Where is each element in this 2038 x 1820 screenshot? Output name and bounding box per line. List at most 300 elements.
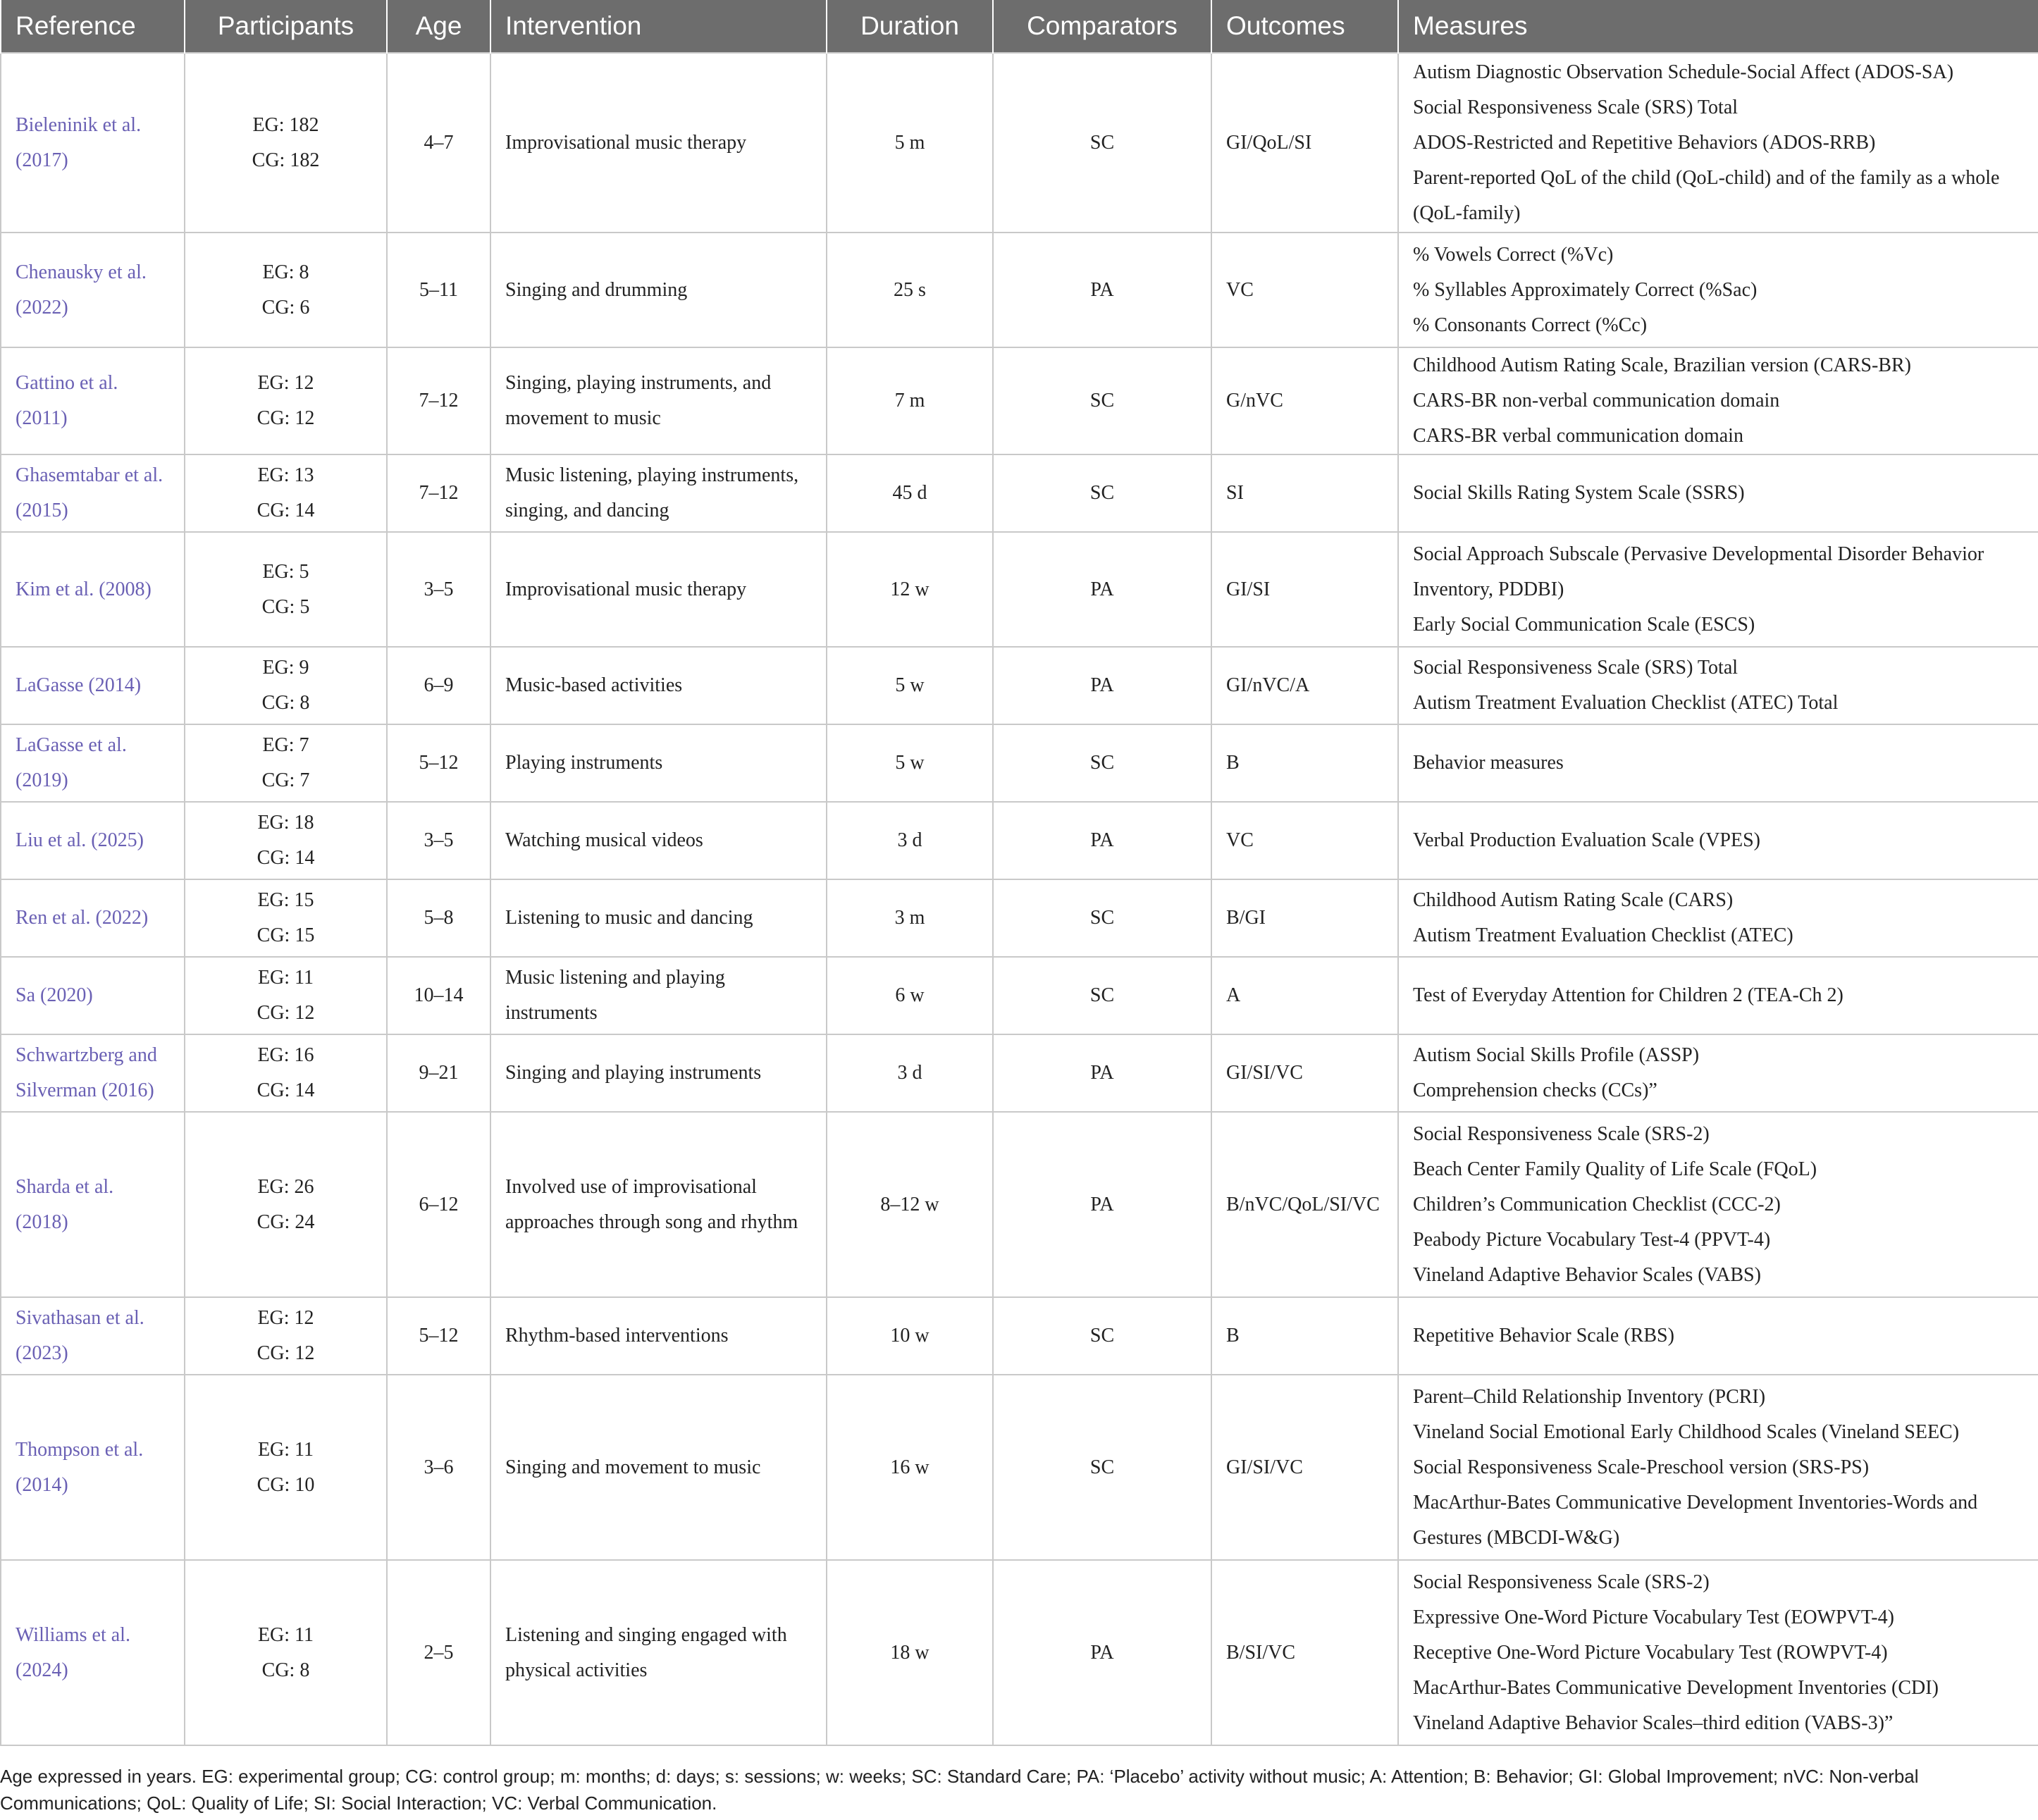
comparator-text: PA [1090, 674, 1114, 696]
intervention-text: Listening and singing engaged with physical activities [505, 1623, 787, 1681]
age-text: 4–7 [424, 131, 454, 154]
measures-line: MacArthur-Bates Communicative Development Inventories-Words and [1413, 1491, 1978, 1513]
measures-line: Vineland Social Emotional Early Childhood Scales (Vineland SEEC) [1413, 1420, 1960, 1443]
duration-text: 16 w [890, 1456, 930, 1478]
measures-line: Children’s Communication Checklist (CCC-2) [1413, 1193, 1781, 1215]
measures-line: % Vowels Correct (%Vc) [1413, 243, 1614, 266]
duration-cell [827, 879, 993, 957]
outcomes-cell [1211, 724, 1398, 802]
participants-line: EG: 8 [262, 261, 309, 283]
comparator-cell [993, 233, 1211, 347]
duration-cell [827, 1375, 993, 1560]
participants-cell [185, 957, 387, 1034]
comparator-text: PA [1090, 578, 1114, 600]
measures-line: MacArthur-Bates Communicative Development Inventories (CDI) [1413, 1676, 1939, 1699]
comparator-text: SC [1089, 984, 1115, 1006]
comparator-cell [993, 1560, 1211, 1745]
intervention-text: Singing and drumming [505, 278, 688, 301]
outcomes-text: VC [1226, 278, 1254, 301]
outcomes-text: A [1226, 984, 1241, 1006]
measures-cell [1398, 1034, 2038, 1112]
measures-line: (QoL-family) [1413, 202, 1521, 224]
intervention-text: Improvisational music therapy [505, 131, 747, 154]
comparator-text: SC [1089, 752, 1115, 774]
ref-line[interactable]: Ren et al. (2022) [16, 907, 149, 929]
participants-line: CG: 15 [257, 924, 315, 946]
reference-cell [1, 53, 185, 233]
header-age: Age [387, 0, 490, 53]
participants-cell [185, 1375, 387, 1560]
intervention-text: Singing and movement to music [505, 1456, 761, 1478]
age-text: 10–14 [414, 984, 464, 1006]
participants-line: CG: 24 [257, 1211, 315, 1233]
measures-line: Behavior measures [1413, 752, 1564, 774]
ref-line[interactable]: (2014) [16, 1473, 68, 1496]
ref-line[interactable]: Ghasemtabar et al. [16, 464, 163, 486]
measures-cell [1398, 1375, 2038, 1560]
participants-line: CG: 182 [252, 149, 320, 171]
table-row [1, 347, 2038, 454]
participants-line: EG: 18 [257, 812, 314, 834]
reference-cell [1, 724, 185, 802]
intervention-cell [490, 724, 827, 802]
outcomes-cell [1211, 454, 1398, 532]
measures-line: Social Responsiveness Scale (SRS-2) [1413, 1571, 1710, 1593]
ref-line[interactable]: (2011) [16, 407, 68, 429]
outcomes-cell [1211, 879, 1398, 957]
ref-line[interactable]: (2018) [16, 1211, 68, 1233]
comparator-cell [993, 347, 1211, 454]
intervention-cell [490, 53, 827, 233]
measures-cell [1398, 957, 2038, 1034]
duration-cell [827, 347, 993, 454]
header-comparators: Comparators [993, 0, 1211, 53]
participants-line: CG: 12 [257, 1342, 315, 1364]
duration-cell [827, 957, 993, 1034]
ref-line[interactable]: Sivathasan et al. [16, 1307, 144, 1329]
duration-cell [827, 454, 993, 532]
table-row [1, 957, 2038, 1034]
table-row [1, 53, 2038, 233]
measures-cell [1398, 802, 2038, 879]
intervention-cell [490, 802, 827, 879]
comparator-text: SC [1089, 482, 1115, 504]
duration-cell [827, 1560, 993, 1745]
duration-cell [827, 647, 993, 724]
table-row [1, 532, 2038, 647]
participants-cell [185, 724, 387, 802]
age-text: 2–5 [424, 1641, 454, 1664]
measures-cell [1398, 879, 2038, 957]
outcomes-text: GI/SI/VC [1226, 1062, 1303, 1084]
outcomes-text: GI/QoL/SI [1226, 131, 1312, 154]
age-cell [387, 647, 490, 724]
ref-line[interactable]: LaGasse (2014) [16, 674, 142, 696]
outcomes-text: GI/SI/VC [1226, 1456, 1303, 1478]
age-text: 7–12 [419, 482, 459, 504]
duration-text: 25 s [894, 278, 926, 301]
measures-line: CARS-BR non-verbal communication domain [1413, 390, 1780, 411]
reference-cell [1, 647, 185, 724]
measures-line: Verbal Production Evaluation Scale (VPES) [1413, 829, 1761, 851]
participants-line: CG: 14 [257, 500, 315, 521]
ref-line[interactable]: Thompson et al. [16, 1438, 144, 1461]
comparator-cell [993, 1112, 1211, 1297]
measures-line: Inventory, PDDBI) [1413, 578, 1564, 600]
measures-line: Repetitive Behavior Scale (RBS) [1413, 1325, 1674, 1347]
header-intervention: Intervention [490, 0, 827, 53]
outcomes-text: GI/SI [1226, 578, 1271, 600]
measures-line: Gestures (MBCDI-W&G) [1413, 1526, 1620, 1549]
participants-cell [185, 1560, 387, 1745]
measures-line: % Consonants Correct (%Cc) [1413, 314, 1648, 336]
measures-cell [1398, 1112, 2038, 1297]
participants-cell [185, 233, 387, 347]
age-cell [387, 53, 490, 233]
reference-cell [1, 1375, 185, 1560]
duration-text: 6 w [895, 984, 925, 1006]
table-row [1, 1034, 2038, 1112]
header-measures: Measures [1398, 0, 2038, 53]
participants-cell [185, 53, 387, 233]
intervention-cell [490, 532, 827, 647]
table-body [1, 53, 2038, 1745]
measures-cell [1398, 724, 2038, 802]
ref-line[interactable]: Sa (2020) [16, 984, 93, 1006]
measures-line: Vineland Adaptive Behavior Scales (VABS) [1413, 1263, 1761, 1286]
comparator-cell [993, 957, 1211, 1034]
age-cell [387, 532, 490, 647]
participants-line: EG: 12 [257, 1307, 314, 1329]
participants-cell [185, 532, 387, 647]
comparator-text: PA [1090, 829, 1114, 851]
participants-line: CG: 12 [257, 1002, 315, 1024]
comparator-text: PA [1090, 278, 1114, 301]
participants-line: EG: 11 [257, 1623, 314, 1646]
comparator-cell [993, 724, 1211, 802]
participants-line: EG: 7 [262, 734, 309, 756]
comparator-text: SC [1089, 390, 1115, 411]
reference-cell [1, 233, 185, 347]
participants-line: CG: 5 [261, 595, 310, 618]
measures-cell [1398, 1560, 2038, 1745]
participants-line: EG: 16 [257, 1044, 314, 1066]
measures-line: Childhood Autism Rating Scale (CARS) [1413, 889, 1734, 911]
header-participants: Participants [185, 0, 387, 53]
measures-cell [1398, 647, 2038, 724]
age-cell [387, 1112, 490, 1297]
participants-line: EG: 26 [257, 1175, 314, 1198]
participants-cell [185, 879, 387, 957]
outcomes-cell [1211, 647, 1398, 724]
header-outcomes: Outcomes [1211, 0, 1398, 53]
age-text: 3–6 [424, 1456, 454, 1478]
measures-line: Social Responsiveness Scale-Preschool version (SRS-PS) [1413, 1456, 1870, 1478]
participants-line: CG: 8 [261, 1659, 310, 1681]
measures-line: Childhood Autism Rating Scale, Brazilian version (CARS-BR) [1413, 354, 1911, 376]
participants-line: EG: 5 [262, 560, 309, 583]
intervention-cell [490, 454, 827, 532]
age-text: 5–12 [419, 752, 459, 774]
participants-line: EG: 13 [257, 464, 314, 486]
intervention-text: Rhythm-based interventions [505, 1325, 729, 1347]
duration-text: 8–12 w [880, 1193, 939, 1215]
age-cell [387, 454, 490, 532]
outcomes-text: B/GI [1226, 907, 1266, 929]
intervention-text: Music-based activities [505, 674, 683, 696]
ref-line[interactable]: (2019) [16, 769, 68, 791]
reference-cell [1, 1560, 185, 1745]
header-row [1, 0, 2038, 53]
ref-line[interactable]: Williams et al. [16, 1623, 130, 1646]
participants-line: CG: 7 [261, 769, 310, 791]
table-row [1, 454, 2038, 532]
ref-line[interactable]: Kim et al. (2008) [16, 578, 152, 600]
ref-line[interactable]: Chenausky et al. [16, 261, 147, 283]
outcomes-cell [1211, 802, 1398, 879]
age-cell [387, 1297, 490, 1375]
intervention-cell [490, 1297, 827, 1375]
age-text: 3–5 [424, 578, 454, 600]
duration-text: 5 w [895, 674, 925, 696]
participants-line: EG: 15 [257, 889, 314, 911]
outcomes-text: SI [1226, 482, 1244, 504]
measures-line: Autism Treatment Evaluation Checklist (ATEC) Total [1413, 692, 1839, 714]
reference-cell [1, 454, 185, 532]
measures-line: Social Responsiveness Scale (SRS-2) [1413, 1122, 1710, 1145]
age-cell [387, 802, 490, 879]
age-cell [387, 1560, 490, 1745]
table-row [1, 647, 2038, 724]
duration-text: 3 d [897, 829, 922, 851]
intervention-cell [490, 647, 827, 724]
participants-cell [185, 454, 387, 532]
duration-cell [827, 802, 993, 879]
measures-line: Autism Diagnostic Observation Schedule-Social Affect (ADOS-SA) [1413, 61, 1954, 83]
ref-line[interactable]: Sharda et al. [16, 1175, 114, 1198]
intervention-cell [490, 957, 827, 1034]
ref-line[interactable]: Schwartzberg and [16, 1044, 157, 1066]
duration-text: 3 m [894, 907, 925, 929]
comparator-cell [993, 532, 1211, 647]
age-text: 3–5 [424, 829, 454, 851]
ref-line[interactable]: Gattino et al. [16, 372, 118, 394]
outcomes-cell [1211, 1112, 1398, 1297]
intervention-text: Improvisational music therapy [505, 578, 747, 600]
comparator-text: SC [1089, 131, 1115, 154]
reference-cell [1, 879, 185, 957]
intervention-text: Watching musical videos [505, 829, 703, 851]
ref-line[interactable]: (2022) [16, 296, 68, 318]
reference-cell [1, 957, 185, 1034]
measures-line: ADOS-Restricted and Repetitive Behaviors (ADOS-RRB) [1413, 131, 1876, 154]
measures-line: Early Social Communication Scale (ESCS) [1413, 613, 1755, 636]
measures-line: Parent-reported QoL of the child (QoL-child) and of the family as a whole [1413, 166, 2000, 189]
duration-cell [827, 53, 993, 233]
intervention-cell [490, 1034, 827, 1112]
measures-cell [1398, 53, 2038, 233]
age-cell [387, 347, 490, 454]
age-text: 7–12 [419, 390, 459, 411]
participants-line: CG: 10 [257, 1473, 315, 1496]
outcomes-cell [1211, 1375, 1398, 1560]
intervention-cell [490, 1560, 827, 1745]
comparator-cell [993, 879, 1211, 957]
measures-cell [1398, 1297, 2038, 1375]
ref-line[interactable]: Bieleninik et al. [16, 113, 142, 136]
comparator-cell [993, 647, 1211, 724]
measures-line: Social Skills Rating System Scale (SSRS) [1413, 482, 1745, 504]
table-row [1, 802, 2038, 879]
measures-cell [1398, 233, 2038, 347]
outcomes-cell [1211, 532, 1398, 647]
duration-cell [827, 724, 993, 802]
duration-text: 5 w [895, 752, 925, 774]
reference-cell [1, 802, 185, 879]
age-text: 5–11 [419, 278, 458, 301]
measures-line: Autism Treatment Evaluation Checklist (ATEC) [1413, 924, 1793, 946]
table-row [1, 1375, 2038, 1560]
duration-cell [827, 532, 993, 647]
measures-line: Autism Social Skills Profile (ASSP) [1413, 1044, 1700, 1066]
participants-cell [185, 647, 387, 724]
outcomes-text: B [1226, 752, 1240, 774]
participants-line: EG: 12 [257, 372, 314, 394]
age-cell [387, 957, 490, 1034]
outcomes-cell [1211, 957, 1398, 1034]
ref-line[interactable]: (2015) [16, 500, 68, 521]
ref-line[interactable]: Silverman (2016) [16, 1079, 154, 1101]
intervention-text: Singing, playing instruments, and movement to music [505, 372, 772, 429]
duration-cell [827, 1034, 993, 1112]
participants-cell [185, 347, 387, 454]
participants-line: EG: 11 [257, 967, 314, 989]
table-row [1, 1560, 2038, 1745]
measures-line: % Syllables Approximately Correct (%Sac) [1413, 278, 1758, 301]
duration-cell [827, 1297, 993, 1375]
outcomes-text: B/nVC/QoL/SI/VC [1226, 1193, 1380, 1215]
participants-line: CG: 14 [257, 1079, 315, 1101]
participants-line: CG: 6 [261, 296, 310, 318]
participants-cell [185, 1034, 387, 1112]
ref-line[interactable]: Liu et al. (2025) [16, 829, 144, 851]
measures-line: Receptive One-Word Picture Vocabulary Test (ROWPVT-4) [1413, 1641, 1888, 1664]
outcomes-cell [1211, 233, 1398, 347]
reference-cell [1, 347, 185, 454]
comparator-cell [993, 53, 1211, 233]
intervention-cell [490, 1112, 827, 1297]
comparator-text: PA [1090, 1062, 1114, 1084]
measures-line: Expressive One-Word Picture Vocabulary Test (EOWPVT-4) [1413, 1606, 1894, 1628]
age-cell [387, 879, 490, 957]
participants-line: CG: 12 [257, 407, 315, 429]
intervention-cell [490, 233, 827, 347]
outcomes-cell [1211, 347, 1398, 454]
table-row [1, 233, 2038, 347]
measures-line: Vineland Adaptive Behavior Scales–third edition (VABS-3)” [1413, 1711, 1894, 1734]
participants-cell [185, 802, 387, 879]
participants-line: CG: 14 [257, 847, 315, 869]
outcomes-cell [1211, 53, 1398, 233]
table-row [1, 1297, 2038, 1375]
table-footnote: Age expressed in years. EG: experimental group; CG: control group; m: months; d: days; s: sessions; w: weeks; SC: Standard Care; PA: ‘Placebo’ activity without music; A: Attention; B: Behavior; GI: Global Improvement; nVC: Non-verbal Communications; QoL: Quality of Life; SI: Social Interaction; VC: Verbal Communication. [0, 1766, 1919, 1814]
duration-text: 10 w [890, 1325, 930, 1347]
reference-cell [1, 1112, 185, 1297]
intervention-text: Involved use of improvisational approaches through song and rhythm [505, 1175, 798, 1233]
comparator-cell [993, 802, 1211, 879]
age-cell [387, 1034, 490, 1112]
ref-line[interactable]: (2023) [16, 1342, 68, 1364]
outcomes-text: VC [1226, 829, 1254, 851]
duration-cell [827, 233, 993, 347]
ref-line[interactable]: (2024) [16, 1659, 68, 1681]
age-text: 5–8 [424, 907, 454, 929]
participants-cell [185, 1112, 387, 1297]
duration-text: 3 d [897, 1062, 922, 1084]
ref-line[interactable]: (2017) [16, 149, 68, 171]
age-cell [387, 233, 490, 347]
comparator-text: PA [1090, 1641, 1114, 1664]
participants-line: EG: 11 [257, 1438, 314, 1461]
table-row [1, 724, 2038, 802]
comparator-text: SC [1089, 907, 1115, 929]
outcomes-text: B/SI/VC [1226, 1641, 1296, 1664]
measures-line: Peabody Picture Vocabulary Test-4 (PPVT-4) [1413, 1228, 1771, 1251]
comparator-cell [993, 454, 1211, 532]
duration-text: 12 w [890, 578, 930, 600]
measures-line: Social Responsiveness Scale (SRS) Total [1413, 96, 1739, 118]
reference-cell [1, 532, 185, 647]
age-text: 6–12 [419, 1193, 459, 1215]
age-text: 6–9 [424, 674, 454, 696]
duration-cell [827, 1112, 993, 1297]
outcomes-cell [1211, 1560, 1398, 1745]
ref-line[interactable]: LaGasse et al. [16, 734, 127, 756]
header-reference: Reference [1, 0, 185, 53]
comparator-cell [993, 1034, 1211, 1112]
measures-line: CARS-BR verbal communication domain [1413, 425, 1743, 447]
measures-line: Parent–Child Relationship Inventory (PCRI) [1413, 1385, 1766, 1408]
age-text: 5–12 [419, 1325, 459, 1347]
participants-line: EG: 182 [252, 113, 319, 136]
measures-cell [1398, 347, 2038, 454]
outcomes-cell [1211, 1034, 1398, 1112]
duration-text: 7 m [894, 390, 925, 411]
measures-cell [1398, 454, 2038, 532]
comparator-cell [993, 1297, 1211, 1375]
age-text: 9–21 [419, 1062, 459, 1084]
header-duration: Duration [827, 0, 993, 53]
measures-line: Social Responsiveness Scale (SRS) Total [1413, 657, 1739, 679]
participants-line: CG: 8 [261, 692, 310, 714]
intervention-text: Music listening, playing instruments, singing, and dancing [505, 464, 799, 521]
duration-text: 18 w [890, 1641, 930, 1664]
outcomes-text: GI/nVC/A [1226, 674, 1310, 696]
measures-line: Beach Center Family Quality of Life Scale (FQoL) [1413, 1158, 1817, 1180]
duration-text: 45 d [892, 482, 927, 504]
reference-cell [1, 1034, 185, 1112]
measures-line: Social Approach Subscale (Pervasive Developmental Disorder Behavior [1413, 543, 1984, 565]
comparator-text: PA [1090, 1193, 1114, 1215]
participants-line: EG: 9 [262, 657, 309, 679]
reference-cell [1, 1297, 185, 1375]
intervention-text: Listening to music and dancing [505, 907, 753, 929]
outcomes-text: G/nVC [1226, 390, 1283, 411]
participants-cell [185, 1297, 387, 1375]
intervention-cell [490, 879, 827, 957]
outcomes-cell [1211, 1297, 1398, 1375]
measures-line: Test of Everyday Attention for Children 2 (TEA-Ch 2) [1413, 984, 1844, 1006]
